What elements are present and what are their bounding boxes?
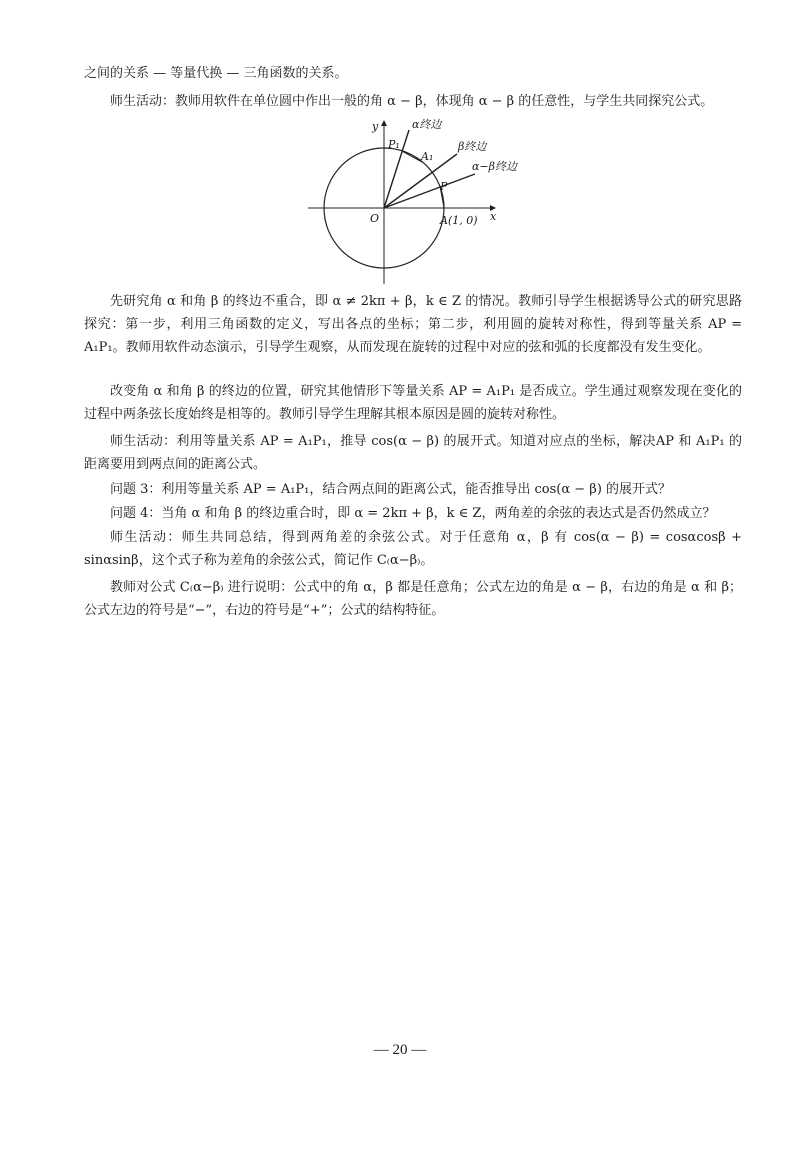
unit-circle-figure	[300, 112, 540, 292]
origin-label: O	[370, 212, 380, 225]
diff-terminal-side	[384, 174, 475, 208]
point-p1-label: P₁	[388, 138, 400, 151]
y-axis-label: y	[372, 120, 379, 133]
paragraph-research: 先研究角 α 和角 β 的终边不重合，即 α ≠ 2kπ + β，k ∈ Z 的情况。教师引导学生根据诱导公式的研究思路探究：第一步，利用三角函数的定义，写出各点的坐标；第二步，利用圆的旋转对称性，得到等量关系 AP = A₁P₁。教师用软件动态演示，引导学生观察，从而发现在旋转的过程中对应的弦和弧的长度都没有发生变化。	[84, 294, 742, 355]
page-number: — 20 —	[373, 1042, 427, 1058]
paragraph-intro: 之间的关系 — 等量代换 — 三角函数的关系。	[84, 66, 348, 81]
point-p-label: P	[440, 180, 448, 193]
unit-circle-diagram	[300, 112, 540, 292]
alpha-terminal-label: α终边	[412, 118, 442, 131]
paragraph-teacher-activity-2: 师生活动：利用等量关系 AP = A₁P₁，推导 cos(α − β) 的展开式。知道对应点的坐标，解决AP 和 A₁P₁ 的距离要用到两点间的距离公式。	[84, 434, 742, 472]
paragraph-teacher-activity-3: 师生活动：师生共同总结，得到两角差的余弦公式。对于任意角 α，β 有 cos(α − β) = cosαcosβ + sinαsinβ，这个式子称为差角的余弦公式，简记作 C₍α−β₎。	[84, 530, 742, 568]
point-a-label: A(1, 0)	[440, 214, 478, 227]
point-a1-label: A₁	[421, 150, 434, 163]
beta-terminal-label: β终边	[458, 140, 487, 153]
paragraph-change-position: 改变角 α 和角 β 的终边的位置，研究其他情形下等量关系 AP = A₁P₁ 是否成立。学生通过观察发现在变化的过程中两条弦长度始终是相等的。教师引导学生理解其根本原因是圆的旋转对称性。	[84, 384, 742, 422]
chord-a1p1	[402, 151, 422, 162]
x-axis-label: x	[490, 210, 497, 223]
paragraph-question-4: 问题 4：当角 α 和角 β 的终边重合时，即 α = 2kπ + β，k ∈ Z，两角差的余弦的表达式是否仍然成立？	[110, 506, 716, 521]
paragraph-teacher-activity-1: 师生活动：教师用软件在单位圆中作出一般的角 α − β，体现角 α − β 的任意性，与学生共同探究公式。	[110, 94, 714, 109]
diff-terminal-label: α−β终边	[472, 160, 518, 173]
paragraph-formula-explanation: 教师对公式 C₍α−β₎ 进行说明：公式中的角 α，β 都是任意角；公式左边的角是 α − β，右边的角是 α 和 β；公式左边的符号是“−”，右边的符号是“+”；公式的结构特征。	[84, 580, 742, 618]
paragraph-question-3: 问题 3：利用等量关系 AP = A₁P₁，结合两点间的距离公式，能否推导出 cos(α − β) 的展开式？	[110, 482, 672, 497]
y-axis-arrow	[381, 120, 387, 126]
